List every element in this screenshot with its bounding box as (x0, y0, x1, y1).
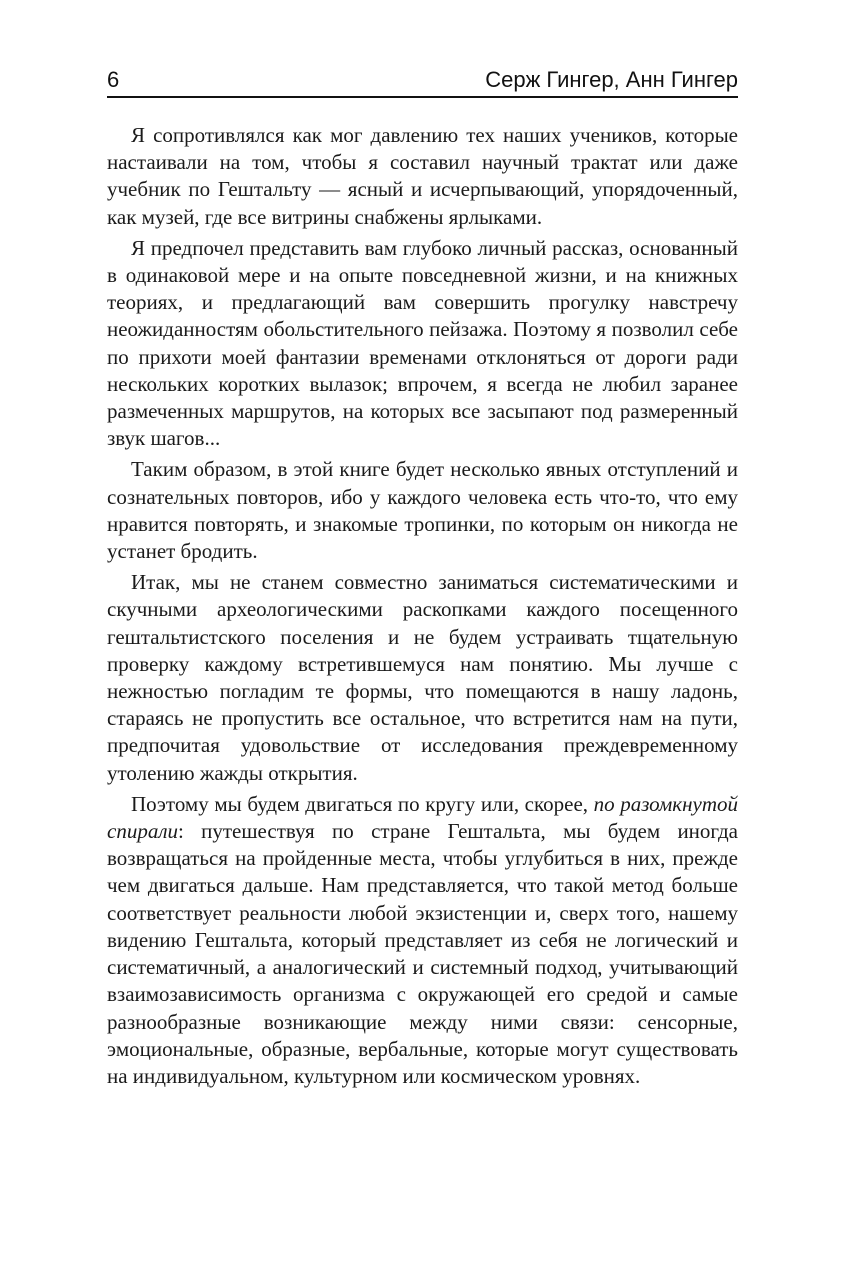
paragraph-5-start: Поэтому мы будем двигаться по кругу или, скорее, (131, 791, 594, 816)
page-body (107, 122, 738, 1094)
paragraph-5 (107, 791, 738, 1090)
paragraph-5-end: : путешествуя по стране Гештальта, мы будем иногда возвращаться на пройденные места, чтобы углубиться в них, прежде чем двигаться дальше. Нам представляется, что такой метод больше соответствует реальности любой экзистенции и, сверх того, нашему видению Гештальта, который представляет из себя не логический и систематичный, а аналогический и системный подход, учитывающий взаимозависимость организма с окружающей его средой и самые разнообразные возникающие между ними связи: сенсорные, эмоциональные, образные, вербальные, которые могут существовать на индивидуальном, культурном или космическом уровнях. (107, 819, 738, 1088)
paragraph-2: Я предпочел представить вам глубоко личный рассказ, основанный в одинаковой мере и на опыте повседневной жизни, и на книжных теориях, и предлагающий вам совершить прогулку навстречу неожиданностям обольстительного пейзажа. Поэтому я позволил себе по прихоти моей фантазии временами отклоняться от дороги ради нескольких коротких вылазок; впрочем, я всегда не любил заранее размеченных маршрутов, на которых все засыпают под размеренный звук шагов... (107, 235, 738, 451)
paragraph-5-italic: по разомкнутой спирали (107, 791, 738, 844)
paragraph-3: Таким образом, в этой книге будет несколько явных отступлений и сознательных повторов, ибо у каждого человека есть что-то, что ему нравится повторять, и знакомые тропинки, по которым он никогда не устанет бродить. (107, 457, 738, 564)
page-number: 6 (107, 67, 120, 92)
running-header (107, 62, 738, 98)
paragraph-1: Я сопротивлялся как мог давлению тех наших учеников, которые настаивали на том, чтобы я составил научный трактат или даже учебник по Гештальту — ясный и исчерпывающий, упорядоченный, как музей, где все витрины снабжены ярлыками. (107, 123, 738, 229)
running-header-authors: Серж Гингер, Анн Гингер (485, 67, 738, 92)
paragraph-4: Итак, мы не станем совместно заниматься систематическими и скучными археологическими раскопками каждого посещенного гештальтистского поселения и не будем устраивать тщательную проверку каждому встретившемуся нам понятию. Мы лучше с нежностью погладим те формы, что помещаются в нашу ладонь, стараясь не пропустить все остальное, что встретится нам на пути, предпочитая удовольствие от исследования преждевременному утолению жажды открытия. (107, 570, 738, 785)
